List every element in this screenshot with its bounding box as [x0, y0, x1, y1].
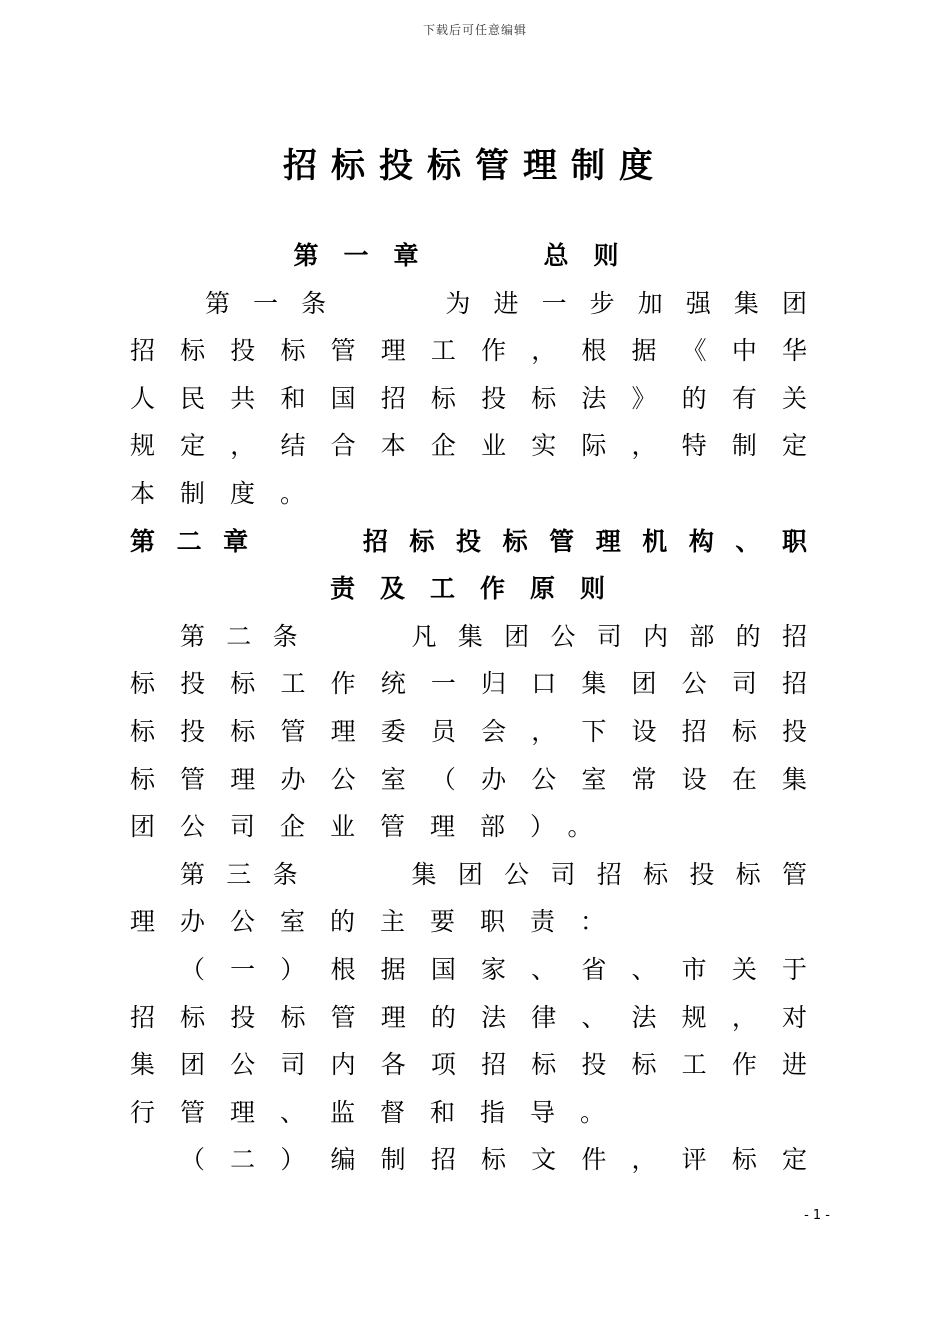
article-1-line: 人民共和国招标投标法》的有关	[130, 383, 807, 413]
article-3-line: 第三条 集团公司招标投标管	[180, 859, 807, 889]
page-header: 下载后可任意编辑	[422, 23, 527, 37]
article-2-line: 第二条 凡集团公司内部的招	[180, 621, 807, 651]
article-2-line: 标投标管理委员会，下设招标投	[130, 716, 807, 746]
item-1-line: 招标投标管理的法律、法规，对	[130, 1002, 807, 1032]
document-body	[130, 232, 807, 1184]
article-2-line: 团公司企业管理部）。	[130, 812, 618, 842]
document-title: 招标投标管理制度	[283, 146, 667, 186]
article-2-line: 标投标工作统一归口集团公司招	[130, 669, 807, 699]
chapter-1-heading: 第一章 总则	[293, 241, 644, 270]
article-3-line: 理办公室的主要职责：	[130, 907, 631, 937]
article-2-line: 标管理办公室（办公室常设在集	[130, 764, 807, 794]
item-1-line: （一）根据国家、省、市关于	[180, 954, 807, 984]
article-1-line: 招标投标管理工作，根据《中华	[130, 336, 807, 366]
item-2-line: （二）编制招标文件，评标定	[180, 1145, 807, 1175]
chapter-2-heading: 第二章 招标投标管理机构、职	[130, 526, 807, 556]
article-1-line: 第一条 为进一步加强集团	[205, 288, 807, 318]
article-1-line: 规定，结合本企业实际，特制定	[130, 431, 807, 461]
page-number: - 1 -	[804, 1208, 830, 1223]
item-1-line: 集团公司内各项招标投标工作进	[130, 1050, 807, 1080]
article-1-line: 本制度。	[130, 478, 331, 508]
item-1-line: 行管理、监督和指导。	[130, 1097, 631, 1127]
chapter-2-heading-continued: 责及工作原则	[330, 574, 631, 604]
